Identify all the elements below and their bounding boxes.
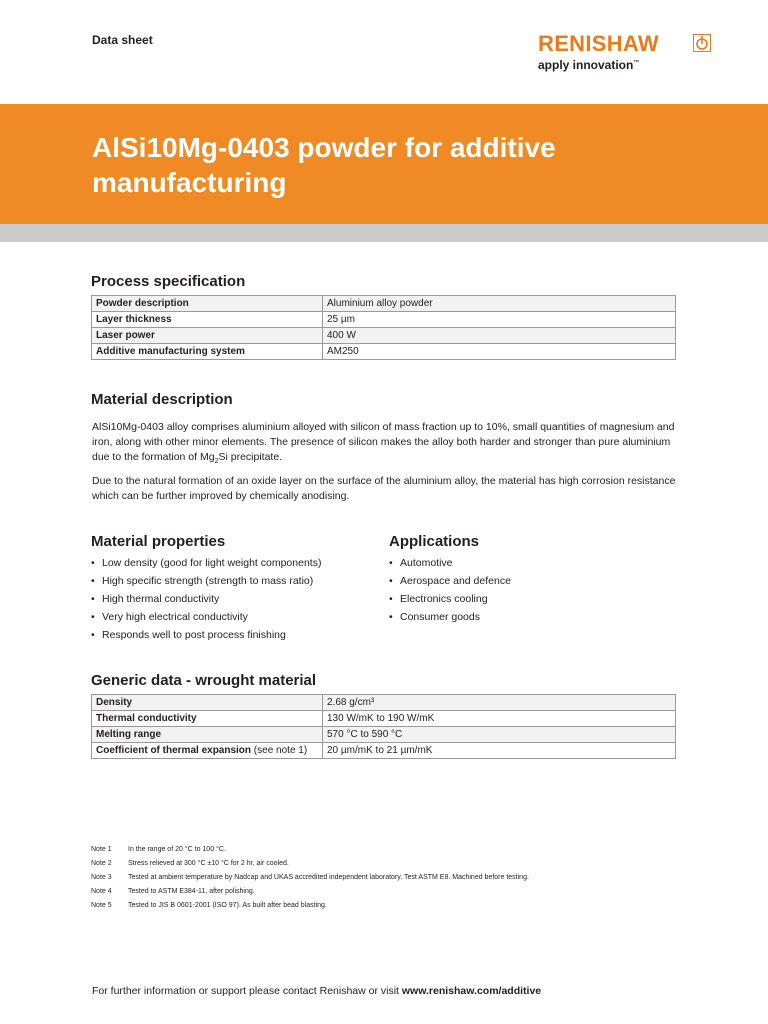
- row-label: Density: [92, 695, 323, 711]
- material-description-paragraph-2: Due to the natural formation of an oxide layer on the surface of the aluminium alloy, the material has high corrosion resistance which can be further improved by chemically anodising.: [92, 475, 676, 502]
- list-item: • High specific strength (strength to mass ratio): [91, 572, 321, 590]
- note-item: [91, 843, 529, 857]
- row-label: Melting range: [92, 727, 323, 743]
- table-row: [92, 727, 676, 743]
- table-row: [92, 695, 676, 711]
- table-row: [92, 711, 676, 727]
- note-label: Note 3: [91, 874, 112, 881]
- generic-data-table: [91, 694, 676, 759]
- note-item: [91, 899, 529, 913]
- row-value: Aluminium alloy powder: [323, 296, 676, 312]
- table-row: [92, 328, 676, 344]
- footer-text: For further information or support please contact Renishaw or visit: [92, 985, 402, 997]
- brand-name: RENISHAW: [538, 31, 659, 56]
- row-value: 130 W/mK to 190 W/mK: [323, 711, 676, 727]
- note-item: [91, 885, 529, 899]
- row-label: Coefficient of thermal expansion (see note 1): [92, 743, 323, 759]
- brand-tagline: apply innovation™: [538, 58, 640, 72]
- notes-list: [91, 843, 529, 913]
- note-label: Note 5: [91, 902, 112, 909]
- renishaw-logo: [538, 32, 718, 72]
- note-reference: (see note 1): [251, 745, 308, 756]
- row-label: Thermal conductivity: [92, 711, 323, 727]
- row-value: 400 W: [323, 328, 676, 344]
- row-value: 25 µm: [323, 312, 676, 328]
- row-value: AM250: [323, 344, 676, 360]
- list-item: • High thermal conductivity: [91, 590, 321, 608]
- process-specification-heading: Process specification: [91, 273, 246, 290]
- row-value: 2.68 g/cm³: [323, 695, 676, 711]
- footer-contact: [92, 985, 541, 997]
- row-value: 20 µm/mK to 21 µm/mK: [323, 743, 676, 759]
- list-item: • Low density (good for light weight components): [91, 554, 321, 572]
- document-type-label: Data sheet: [92, 33, 153, 47]
- list-item: • Automotive: [389, 554, 511, 572]
- note-text: Tested to ASTM E384-11, after polishing.: [128, 888, 255, 895]
- website-link[interactable]: www.renishaw.com/additive: [401, 985, 542, 997]
- list-item: • Very high electrical conductivity: [91, 608, 321, 626]
- table-row: [92, 743, 676, 759]
- generic-data-heading: Generic data - wrought material: [91, 672, 317, 689]
- material-properties-heading: Material properties: [91, 533, 226, 550]
- row-label: Laser power: [92, 328, 323, 344]
- banner-divider: [0, 224, 768, 242]
- renishaw-probe-icon: [693, 34, 711, 52]
- title-banner: [0, 104, 768, 224]
- document-title: AlSi10Mg-0403 powder for additive manufacturing: [92, 132, 556, 198]
- note-label: Note 2: [91, 860, 112, 867]
- note-label: Note 4: [91, 888, 112, 895]
- list-item: • Responds well to post process finishing: [91, 626, 321, 644]
- list-item: • Consumer goods: [389, 608, 511, 626]
- material-description-paragraph-1: AlSi10Mg-0403 alloy comprises aluminium alloyed with silicon of mass fraction up to 10%, small quantities of magnesium and iron, along with other minor elements. The presence of silicon makes the alloy both harder and stronger than pure aluminium due to the formation of $Mg_2Si$ precipitate.: [92, 421, 675, 466]
- row-label: Layer thickness: [92, 312, 323, 328]
- applications-list: [389, 554, 511, 626]
- process-specification-table: [91, 295, 676, 360]
- table-row: [92, 296, 676, 312]
- row-label: Powder description: [92, 296, 323, 312]
- note-text: Tested at ambient temperature by Nadcap and UKAS accredited independent laboratory. Test ASTM E8. Machined before testing.: [128, 874, 529, 881]
- note-text: Tested to JIS B 0601-2001 (ISO 97). As built after bead blasting.: [128, 902, 327, 909]
- row-value: 570 °C to 590 °C: [323, 727, 676, 743]
- note-label: Note 1: [91, 846, 112, 853]
- note-item: [91, 871, 529, 885]
- material-description-heading: Material description: [91, 391, 233, 408]
- list-item: • Electronics cooling: [389, 590, 511, 608]
- material-properties-list: [91, 554, 321, 644]
- list-item: • Aerospace and defence: [389, 572, 511, 590]
- row-label: Additive manufacturing system: [92, 344, 323, 360]
- note-text: Stress relieved at 300 °C ±10 °C for 2 hr, air cooled.: [128, 860, 289, 867]
- note-text: In the range of 20 °C to 100 °C.: [128, 846, 226, 853]
- applications-heading: Applications: [389, 533, 480, 550]
- table-row: [92, 312, 676, 328]
- note-item: [91, 857, 529, 871]
- table-row: [92, 344, 676, 360]
